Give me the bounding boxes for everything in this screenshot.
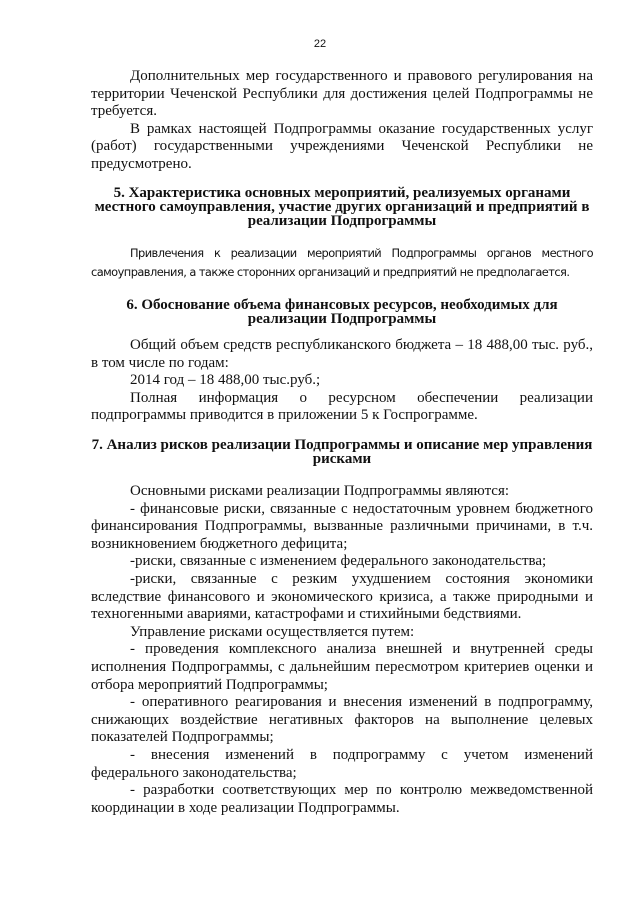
intro-block [91,68,593,174]
section-7-paragraph-8: - внесения изменений в подпрограмму с учетом изменений федерального законодательства; [91,746,593,781]
section-6-heading: 6. Обоснование объема финансовых ресурсов, необходимых для реализации Подпрограммы [126,297,558,327]
section-7-paragraph-4: -риски, связанные с резким ухудшением состояния экономики вследствие финансового и экономического кризиса, а также природными и техногенными авариями, катастрофами и стихийными бедствиями. [91,570,593,623]
section-7-paragraph-7: - оперативного реагирования и внесения изменений в подпрограмму, снижающих воздействие негативных факторов на выполнение целевых показателей Подпрограммы; [91,694,593,746]
section-7-paragraph-9: - разработки соответствующих мер по контролю межведомственной координации в ходе реализации Подпрограммы. [91,782,593,816]
section-7-paragraph-2: - финансовые риски, связанные с недостаточным уровнем бюджетного финансирования Подпрограммы, вызванные различными причинами, в т.ч. возникновением бюджетного дефицита; [91,500,593,552]
section-5-paragraph: Привлечения к реализации мероприятий Подпрограммы органов местного самоуправления, а также сторонних организаций и предприятий не предполагается. [91,246,593,279]
section-6-paragraph-3: Полная информация о ресурсном обеспечении реализации подпрограммы приводится в приложении 5 к Госпрограмме. [91,389,593,424]
section-7-paragraph-3: -риски, связанные с изменением федерального законодательства; [130,553,547,570]
section-5-heading: 5. Характеристика основных мероприятий, реализуемых органами местного самоуправления, участие других организаций и предприятий в реализации Подпрограммы [94,185,590,229]
section-6-text-block [91,337,593,425]
section-7-text-block [91,483,593,817]
intro-paragraph-2: В рамках настоящей Подпрограммы оказание государственных услуг (работ) государственными учреждениями Чеченской Республики не предусмотрено. [91,120,593,172]
section-7-paragraph-6: - проведения комплексного анализа внешней и внутренней среды исполнения Подпрограммы, с дальнейшим пересмотром критериев оценки и отбора мероприятий Подпрограммы; [91,641,593,693]
section-7-paragraph-1: Основными рисками реализации Подпрограммы являются: [130,483,510,499]
section-6-paragraph-2: 2014 год – 18 488,00 тыс.руб.; [130,372,321,389]
section-7-paragraph-5: Управление рисками осуществляется путем: [130,623,415,640]
section-6-paragraph-1: Общий объем средств республиканского бюджета – 18 488,00 тыс. руб., в том числе по годам: [91,337,593,371]
intro-paragraph-1: Дополнительных мер государственного и правового регулирования на территории Чеченской Республики для достижения целей Подпрограммы не требуется. [91,68,593,120]
section-7-heading: 7. Анализ рисков реализации Подпрограммы и описание мер управления рисками [91,437,593,467]
section-5-text-block [91,244,593,282]
page-number: 22 [313,38,327,50]
